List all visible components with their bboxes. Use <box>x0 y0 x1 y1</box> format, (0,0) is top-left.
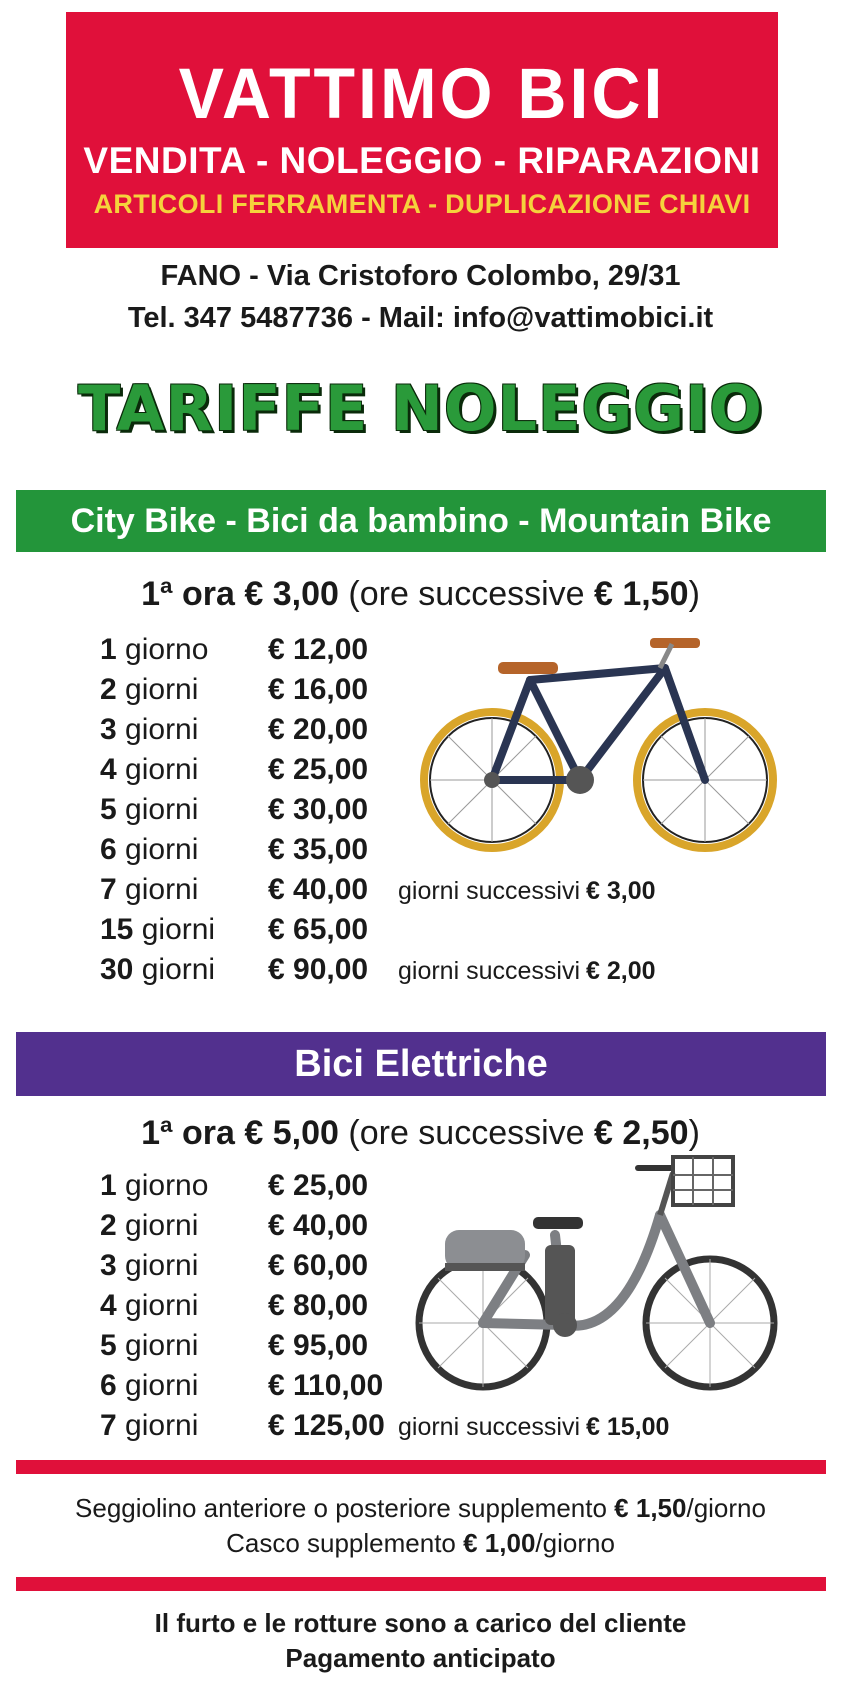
rate-note-price: € 15,00 <box>586 1413 670 1441</box>
rate-duration <box>100 1366 268 1406</box>
rate-price: € 30,00 <box>268 793 369 826</box>
first-hour-price: € 3,00 <box>244 575 339 613</box>
supplement-helmet <box>0 1530 841 1556</box>
rate-row <box>100 1326 398 1366</box>
supplement-unit: /giorno <box>535 1528 615 1558</box>
rate-price: € 90,00 <box>268 953 369 986</box>
footer-liability: Il furto e le rotture sono a carico del cliente <box>154 1608 687 1638</box>
rate-days-count: 5 <box>100 1329 117 1362</box>
rate-row <box>100 1246 398 1286</box>
rate-days-unit: giorni <box>125 673 199 706</box>
next-hours-label: (ore successive <box>348 1114 585 1152</box>
services-tagline: VENDITA - NOLEGGIO - RIPARAZIONI <box>83 140 761 181</box>
first-hour-label: 1ª ora <box>141 575 235 613</box>
rate-row <box>100 750 398 790</box>
divider-top <box>16 1460 826 1474</box>
rate-row <box>100 710 398 750</box>
rate-price: € 40,00 <box>268 1209 369 1242</box>
rate-price: € 40,00 <box>268 873 369 906</box>
rate-row <box>100 1366 398 1406</box>
supplement-price: € 1,00 <box>463 1528 536 1558</box>
rate-days-unit: giorni <box>125 1369 199 1402</box>
rate-row <box>100 1206 398 1246</box>
brand-name: VATTIMO BICI <box>178 54 666 134</box>
rate-row <box>100 910 398 950</box>
divider-bottom <box>16 1577 826 1591</box>
rate-days-count: 7 <box>100 873 117 906</box>
rate-note-price: € 3,00 <box>586 877 656 905</box>
next-hours-close: ) <box>688 575 700 613</box>
rate-days-unit: giorni <box>141 953 216 986</box>
rate-note-text: giorni successivi <box>398 957 581 985</box>
rate-price: € 25,00 <box>268 1169 369 1202</box>
rate-days-unit: giorni <box>125 753 199 786</box>
rate-price: € 35,00 <box>268 833 369 866</box>
rate-price: € 95,00 <box>268 1329 369 1362</box>
rate-days-count: 1 <box>100 1169 117 1202</box>
rate-days-count: 6 <box>100 1369 117 1402</box>
rate-days-unit: giorni <box>125 1209 199 1242</box>
rate-duration <box>100 670 268 710</box>
rate-price: € 60,00 <box>268 1249 369 1282</box>
footer-payment: Pagamento anticipato <box>285 1643 556 1673</box>
rate-days-count: 5 <box>100 793 117 826</box>
rate-days-count: 30 <box>100 953 134 986</box>
rate-price: € 20,00 <box>268 713 369 746</box>
rate-note <box>398 957 656 985</box>
first-hour-rate-city <box>0 577 841 611</box>
rate-row <box>100 830 398 870</box>
supplement-text: Seggiolino anteriore o posteriore supplemento <box>75 1493 607 1523</box>
next-hours-close: ) <box>688 1114 700 1152</box>
rate-days-unit: giorni <box>125 873 199 906</box>
rate-days-unit: giorni <box>125 1409 199 1442</box>
rate-price: € 65,00 <box>268 913 369 946</box>
rate-days-count: 3 <box>100 713 117 746</box>
rate-duration <box>100 1206 268 1246</box>
next-hours-label: (ore successive <box>348 575 585 613</box>
rate-note <box>398 877 656 905</box>
section-band-electric: Bici Elettriche <box>16 1032 826 1096</box>
rate-row <box>100 1286 398 1326</box>
shop-address: FANO - Via Cristoforo Colombo, 29/31 <box>160 260 681 292</box>
rate-days-unit: giorni <box>125 713 199 746</box>
rate-days-count: 4 <box>100 753 117 786</box>
rate-duration <box>100 1406 268 1446</box>
city-bike-icon <box>410 630 790 855</box>
rate-duration <box>100 1326 268 1366</box>
rate-row <box>100 1166 398 1206</box>
rate-duration <box>100 950 268 990</box>
rate-row <box>100 790 398 830</box>
supplement-seat <box>0 1495 841 1521</box>
rate-note <box>398 1413 669 1441</box>
page-title: TARIFFE NOLEGGIO <box>78 372 763 445</box>
rate-days-unit: giorni <box>125 1289 199 1322</box>
rate-price: € 12,00 <box>268 633 369 666</box>
rate-price: € 110,00 <box>268 1369 384 1402</box>
next-hours-price: € 2,50 <box>594 1114 689 1152</box>
rate-row <box>100 1406 669 1446</box>
rate-days-unit: giorni <box>141 913 216 946</box>
electric-bike-icon <box>405 1145 795 1395</box>
next-hours-price: € 1,50 <box>594 575 689 613</box>
rate-days-count: 2 <box>100 673 117 706</box>
rate-price: € 125,00 <box>268 1409 385 1442</box>
rate-duration <box>100 710 268 750</box>
rate-note-text: giorni successivi <box>398 1413 581 1441</box>
rate-days-unit: giorno <box>125 1169 209 1202</box>
supplement-price: € 1,50 <box>614 1493 687 1523</box>
rate-days-unit: giorni <box>125 833 199 866</box>
supplement-unit: /giorno <box>686 1493 766 1523</box>
supplement-text: Casco supplemento <box>226 1528 456 1558</box>
rate-duration <box>100 1246 268 1286</box>
rate-days-count: 6 <box>100 833 117 866</box>
rate-days-count: 1 <box>100 633 117 666</box>
rate-price: € 16,00 <box>268 673 369 706</box>
first-hour-label: 1ª ora <box>141 1114 235 1152</box>
rate-row <box>100 870 656 910</box>
rate-duration <box>100 1166 268 1206</box>
rate-days-unit: giorni <box>125 793 199 826</box>
rate-days-unit: giorni <box>125 1249 199 1282</box>
rate-days-count: 4 <box>100 1289 117 1322</box>
rate-duration <box>100 750 268 790</box>
rate-days-unit: giorni <box>125 1329 199 1362</box>
rate-days-count: 3 <box>100 1249 117 1282</box>
rate-duration <box>100 870 268 910</box>
rate-duration <box>100 630 268 670</box>
rate-duration <box>100 830 268 870</box>
rate-note-text: giorni successivi <box>398 877 581 905</box>
rate-row <box>100 950 656 990</box>
rate-days-count: 2 <box>100 1209 117 1242</box>
rate-duration <box>100 1286 268 1326</box>
extras-tagline: ARTICOLI FERRAMENTA - DUPLICAZIONE CHIAVI <box>93 189 751 219</box>
rate-duration <box>100 910 268 950</box>
rate-row <box>100 670 398 710</box>
first-hour-price: € 5,00 <box>244 1114 339 1152</box>
shop-contacts: Tel. 347 5487736 - Mail: info@vattimobici.it <box>127 302 714 334</box>
rate-days-count: 7 <box>100 1409 117 1442</box>
rate-row <box>100 630 398 670</box>
rate-price: € 25,00 <box>268 753 369 786</box>
rate-duration <box>100 790 268 830</box>
section-band-city-bike: City Bike - Bici da bambino - Mountain Bike <box>16 490 826 552</box>
rate-price: € 80,00 <box>268 1289 369 1322</box>
rate-days-unit: giorno <box>125 633 209 666</box>
header-banner <box>66 12 778 248</box>
rate-note-price: € 2,00 <box>586 957 656 985</box>
rate-days-count: 15 <box>100 913 134 946</box>
